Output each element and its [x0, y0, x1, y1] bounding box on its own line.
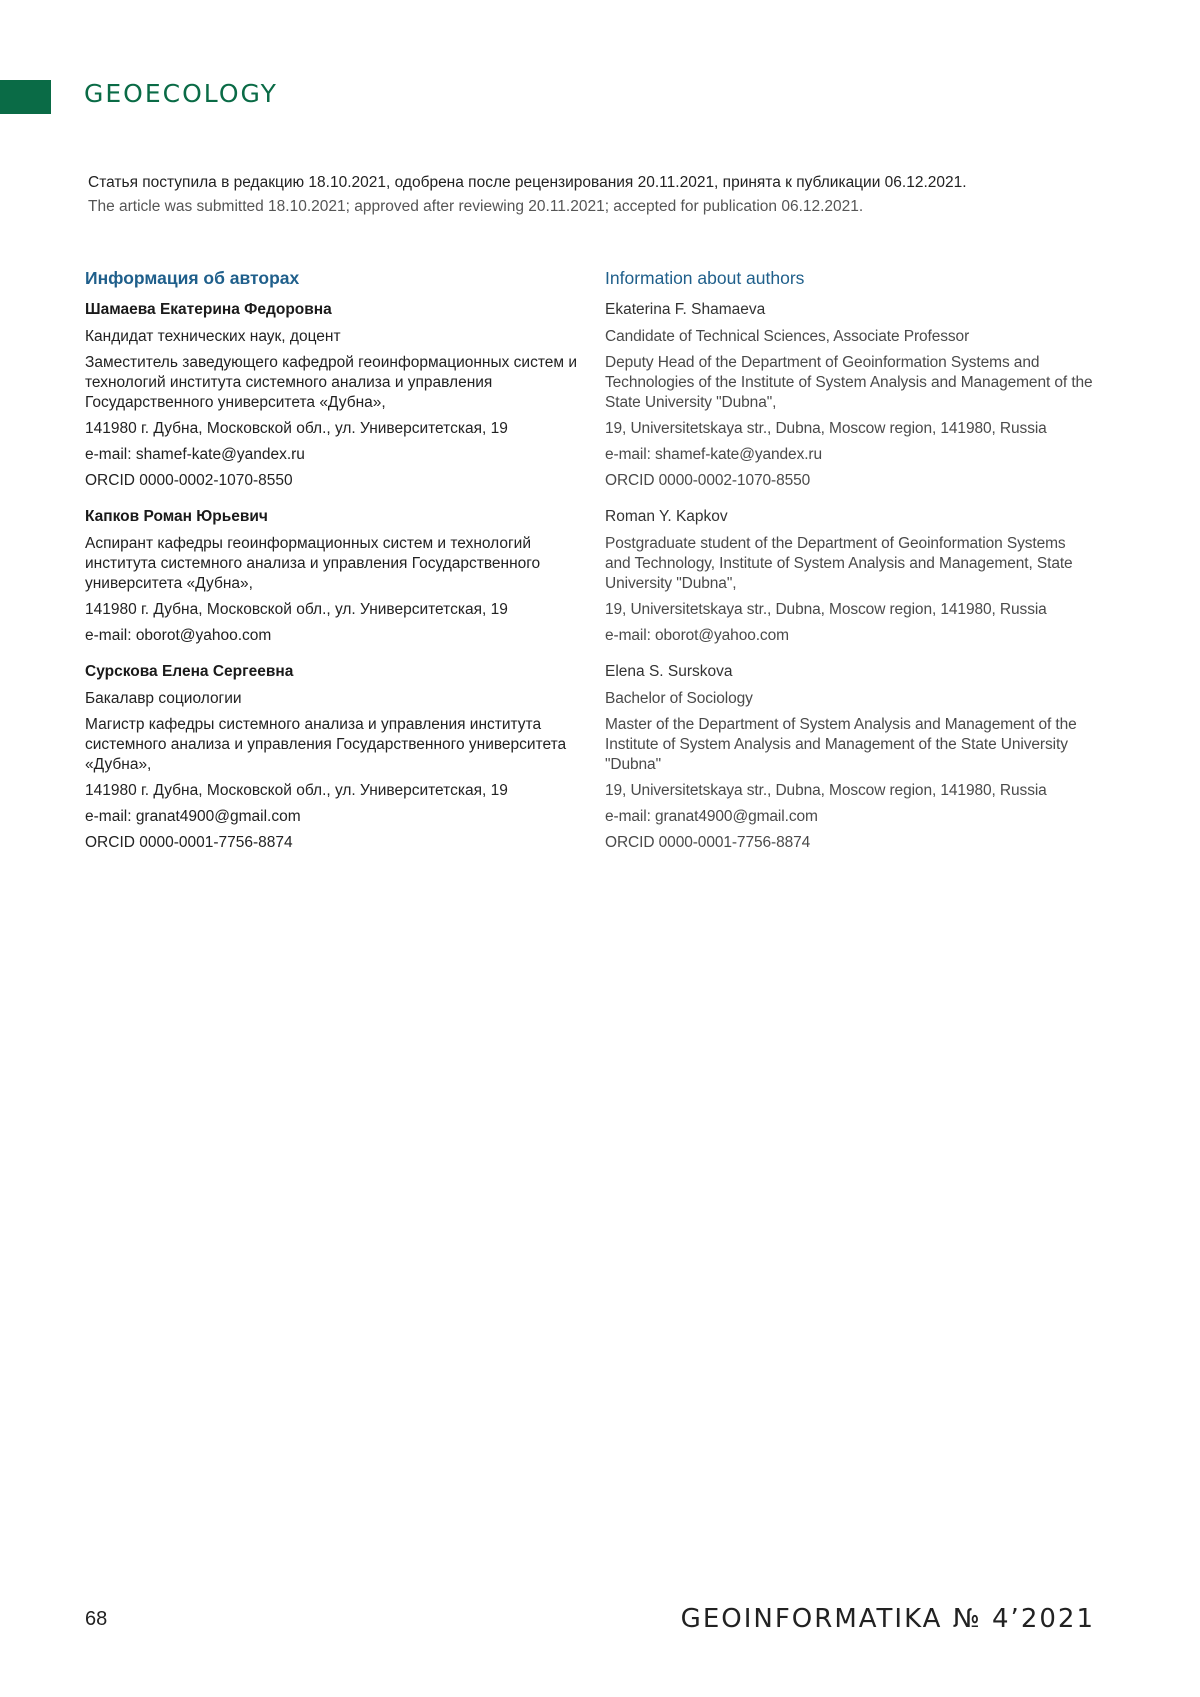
author-orcid: ORCID 0000-0002-1070-8550 [605, 472, 811, 489]
author-name: Elena S. Surskova [605, 663, 733, 680]
dates-en: The article was submitted 18.10.2021; approved after reviewing 20.11.2021; accepted for publication 06.12.2021. [88, 198, 864, 215]
submission-dates [88, 174, 1108, 216]
author-entry [85, 508, 580, 646]
author-address: 141980 г. Дубна, Московской обл., ул. Университетская, 19 [85, 601, 508, 618]
author-name: Ekaterina F. Shamaeva [605, 301, 766, 318]
author-position: Магистр кафедры системного анализа и управления института системного анализа и управления Государственного университета «Дубна», [85, 716, 567, 773]
author-entry [605, 301, 1095, 491]
dates-ru: Статья поступила в редакцию 18.10.2021, одобрена после рецензирования 20.11.2021, принята к публикации 06.12.2021. [88, 174, 967, 191]
author-email[interactable]: e-mail: shamef-kate@yandex.ru [605, 446, 823, 463]
author-email[interactable]: e-mail: granat4900@gmail.com [605, 808, 818, 825]
author-email[interactable]: e-mail: oborot@yahoo.com [605, 627, 789, 644]
page-number: 68 [85, 1608, 108, 1630]
authors-info-en [605, 268, 1095, 870]
authors-heading-en: Information about authors [605, 268, 805, 288]
author-position: Deputy Head of the Department of Geoinformation Systems and Technologies of the Institute of System Analysis and Management of the State University "Dubna", [605, 354, 1093, 411]
author-name: Капков Роман Юрьевич [85, 508, 268, 525]
author-name: Roman Y. Kapkov [605, 508, 728, 525]
authors-heading-ru: Информация об авторах [85, 268, 300, 288]
author-degree: Бакалавр социологии [85, 690, 242, 707]
author-entry [85, 663, 580, 853]
journal-title: GEOINFORMATIKA № 4’2021 [680, 1604, 1095, 1634]
author-address: 19, Universitetskaya str., Dubna, Moscow region, 141980, Russia [605, 782, 1047, 799]
author-address: 19, Universitetskaya str., Dubna, Moscow region, 141980, Russia [605, 420, 1047, 437]
author-position: Master of the Department of System Analysis and Management of the Institute of System Analysis and Management of the State University "Dubna" [605, 716, 1077, 773]
author-degree: Bachelor of Sociology [605, 690, 753, 707]
author-degree: Кандидат технических наук, доцент [85, 328, 341, 345]
author-position: Заместитель заведующего кафедрой геоинформационных систем и технологий института системного анализа и управления Государственного университета «Дубна», [85, 354, 578, 411]
section-title: GEOECOLOGY [84, 79, 278, 108]
author-address: 141980 г. Дубна, Московской обл., ул. Университетская, 19 [85, 420, 508, 437]
author-orcid: ORCID 0000-0001-7756-8874 [605, 834, 811, 851]
authors-info-ru [85, 268, 580, 870]
author-address: 19, Universitetskaya str., Dubna, Moscow region, 141980, Russia [605, 601, 1047, 618]
author-orcid: ORCID 0000-0001-7756-8874 [85, 834, 293, 851]
author-address: 141980 г. Дубна, Московской обл., ул. Университетская, 19 [85, 782, 508, 799]
author-degree: Candidate of Technical Sciences, Associate Professor [605, 328, 970, 345]
section-color-bar [0, 80, 51, 114]
author-email[interactable]: e-mail: shamef-kate@yandex.ru [85, 446, 305, 463]
author-email[interactable]: e-mail: oborot@yahoo.com [85, 627, 272, 644]
author-entry [605, 508, 1095, 646]
author-position: Postgraduate student of the Department of Geoinformation Systems and Technology, Institute of System Analysis and Management, State University "Dubna", [605, 535, 1073, 592]
author-email[interactable]: e-mail: granat4900@gmail.com [85, 808, 301, 825]
author-entry [605, 663, 1095, 853]
author-name: Сурскова Елена Сергеевна [85, 663, 294, 680]
author-entry [85, 301, 580, 491]
author-orcid: ORCID 0000-0002-1070-8550 [85, 472, 293, 489]
author-position: Аспирант кафедры геоинформационных систем и технологий института системного анализа и управления Государственного университета «Дубна», [85, 535, 541, 592]
author-name: Шамаева Екатерина Федоровна [85, 301, 332, 318]
